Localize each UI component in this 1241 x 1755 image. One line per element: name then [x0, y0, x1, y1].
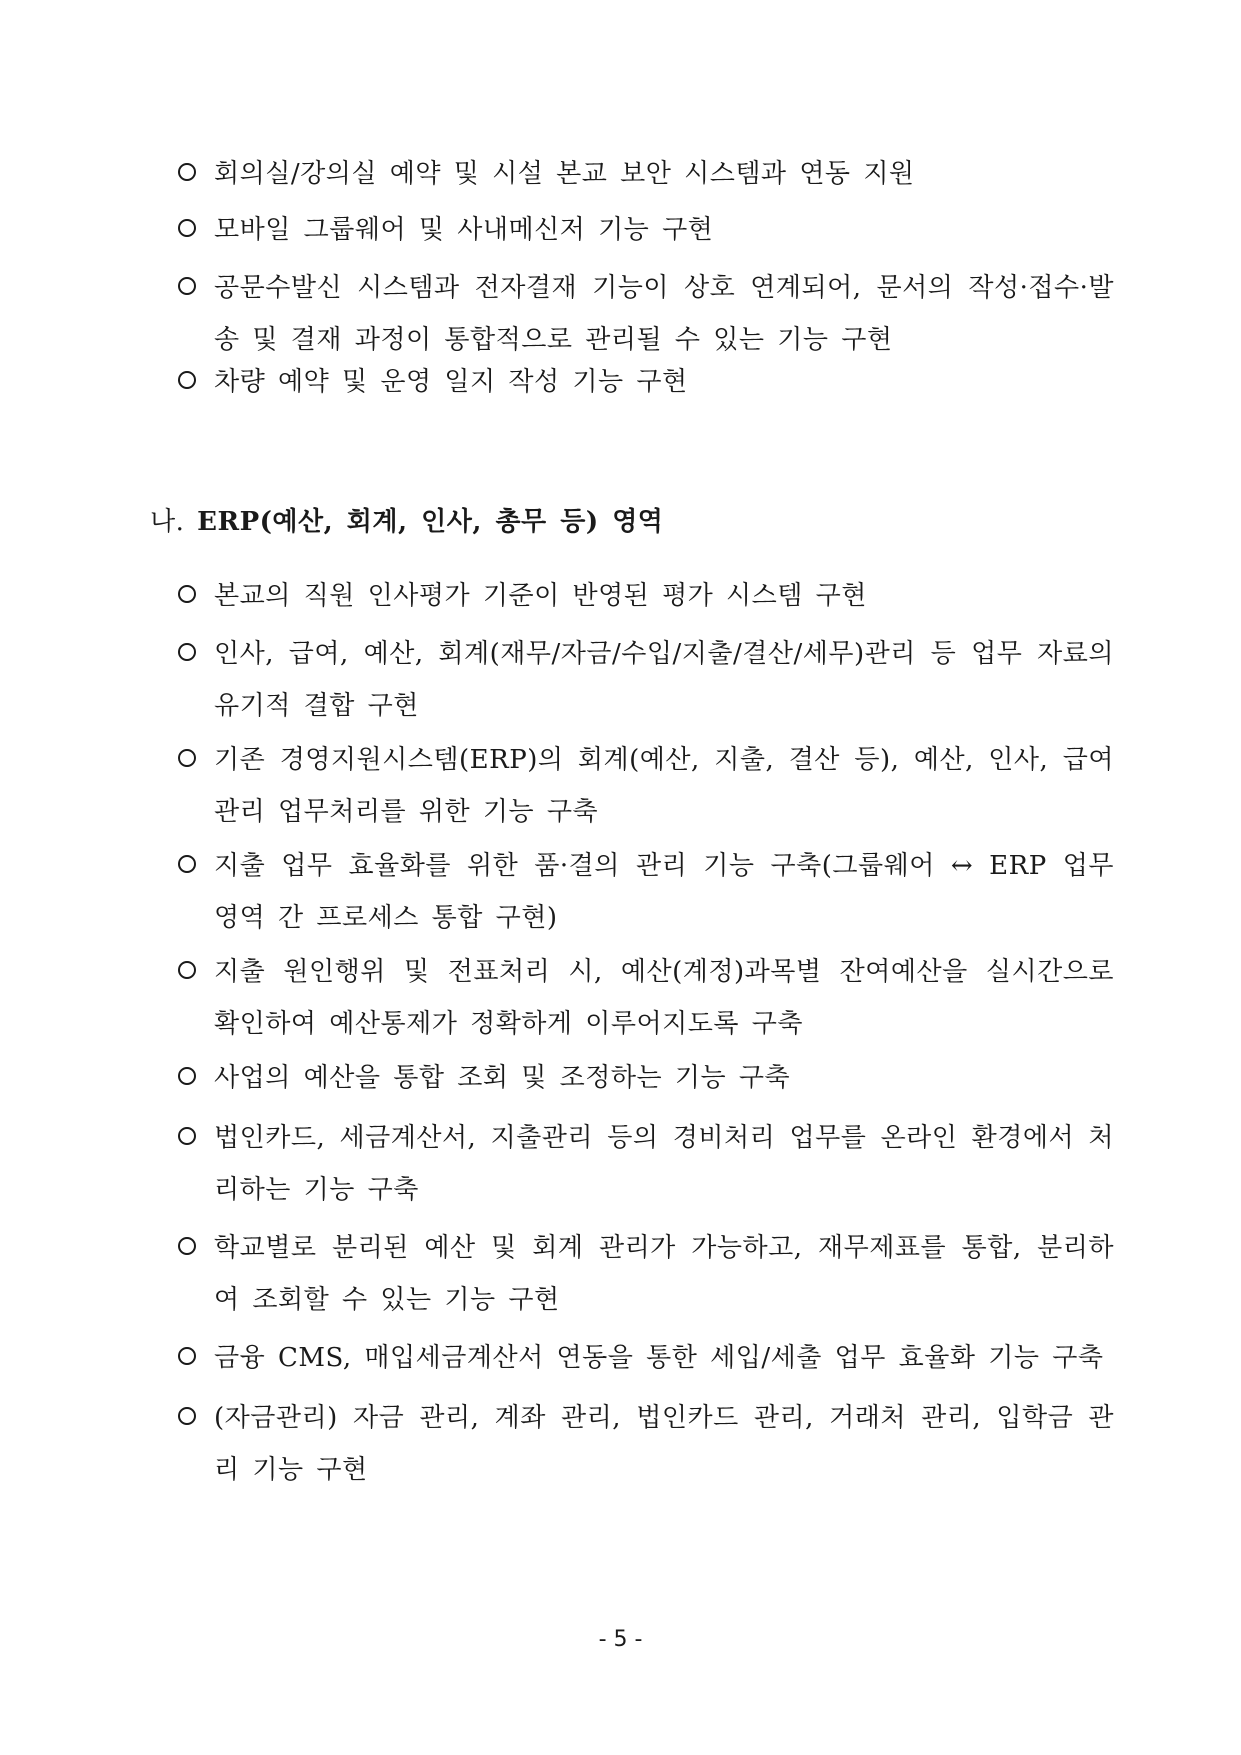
circle-bullet-icon — [178, 277, 196, 295]
list-item — [178, 1338, 1114, 1384]
list-item-text: 공문수발신 시스템과 전자결재 기능이 상호 연계되어, 문서의 작성·접수·발송 및 결재 과정이 통합적으로 관리될 수 있는 기능 구현 — [214, 273, 1114, 355]
list-item — [178, 952, 1114, 1050]
list-item-text: 사업의 예산을 통합 조회 및 조정하는 기능 구축 — [214, 1063, 791, 1093]
circle-bullet-icon — [178, 643, 196, 661]
list-item — [178, 1228, 1114, 1326]
list-item-text: 금융 CMS, 매입세금계산서 연동을 통한 세입/세출 업무 효율화 기능 구축 — [214, 1343, 1104, 1373]
list-item-text: 법인카드, 세금계산서, 지출관리 등의 경비처리 업무를 온라인 환경에서 처리하는 기능 구축 — [214, 1123, 1114, 1205]
circle-bullet-icon — [178, 163, 196, 181]
circle-bullet-icon — [178, 855, 196, 873]
section-label: 나. — [150, 507, 185, 537]
list-item — [178, 362, 1114, 408]
list-item-text: 학교별로 분리된 예산 및 회계 관리가 가능하고, 재무제표를 통합, 분리하여 조회할 수 있는 기능 구현 — [214, 1233, 1114, 1315]
circle-bullet-icon — [178, 1347, 196, 1365]
list-item — [178, 740, 1114, 838]
list-item — [178, 210, 1114, 256]
list-item-text: (자금관리) 자금 관리, 계좌 관리, 법인카드 관리, 거래처 관리, 입학금 관리 기능 구현 — [214, 1403, 1114, 1485]
circle-bullet-icon — [178, 585, 196, 603]
list-item — [178, 576, 1114, 622]
list-item-text: 지출 원인행위 및 전표처리 시, 예산(계정)과목별 잔여예산을 실시간으로 확인하여 예산통제가 정확하게 이루어지도록 구축 — [214, 957, 1114, 1039]
list-item-text: 기존 경영지원시스템(ERP)의 회계(예산, 지출, 결산 등), 예산, 인사, 급여 관리 업무처리를 위한 기능 구축 — [214, 745, 1114, 827]
list-item — [178, 634, 1114, 732]
list-item-text: 차량 예약 및 운영 일지 작성 기능 구현 — [214, 367, 688, 397]
circle-bullet-icon — [178, 1237, 196, 1255]
list-item-text: 본교의 직원 인사평가 기준이 반영된 평가 시스템 구현 — [214, 581, 867, 611]
circle-bullet-icon — [178, 371, 196, 389]
circle-bullet-icon — [178, 1067, 196, 1085]
page-number: - 5 - — [598, 1627, 643, 1652]
circle-bullet-icon — [178, 1407, 196, 1425]
list-item — [178, 154, 1114, 200]
circle-bullet-icon — [178, 749, 196, 767]
list-item — [178, 1118, 1114, 1216]
list-item — [178, 846, 1114, 944]
list-item-text: 모바일 그룹웨어 및 사내메신저 기능 구현 — [214, 215, 714, 245]
list-item-text: 지출 업무 효율화를 위한 품·결의 관리 기능 구축(그룹웨어 ↔ ERP 업무 영역 간 프로세스 통합 구현) — [214, 851, 1114, 933]
circle-bullet-icon — [178, 1127, 196, 1145]
list-item-text: 회의실/강의실 예약 및 시설 본교 보안 시스템과 연동 지원 — [214, 159, 915, 189]
list-item-text: 인사, 급여, 예산, 회계(재무/자금/수입/지출/결산/세무)관리 등 업무 자료의 유기적 결합 구현 — [214, 639, 1114, 721]
section-heading — [150, 500, 663, 544]
circle-bullet-icon — [178, 961, 196, 979]
list-item — [178, 268, 1114, 366]
section-title: ERP(예산, 회계, 인사, 총무 등) 영역 — [197, 507, 664, 537]
circle-bullet-icon — [178, 219, 196, 237]
list-item — [178, 1058, 1114, 1104]
list-item — [178, 1398, 1114, 1496]
